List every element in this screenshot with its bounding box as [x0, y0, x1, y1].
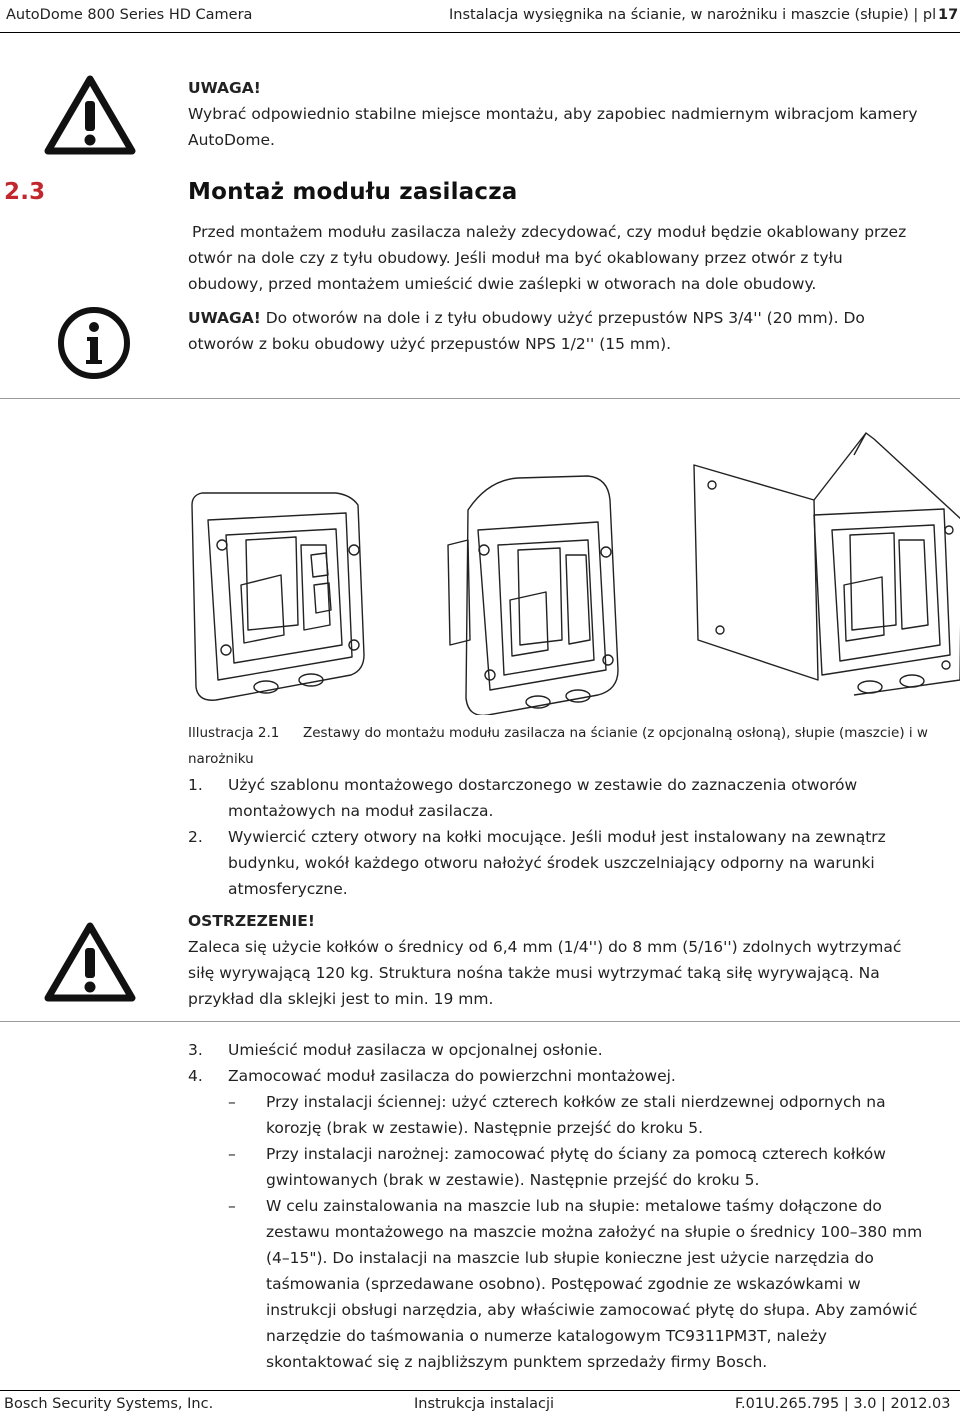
info-icon [56, 305, 132, 381]
pole-mount-kit-drawing [448, 476, 618, 715]
notice-label: UWAGA! [188, 79, 261, 97]
warning-triangle-icon [44, 922, 136, 1002]
header-section: Instalacja wysięgnika na ścianie, w narożniku i maszcie (słupie) | pl [449, 7, 937, 23]
step-number: 4. [188, 1067, 203, 1085]
header-product: AutoDome 800 Series HD Camera [6, 7, 253, 23]
step-text: Umieścić moduł zasilacza w opcjonalnej osłonie. [228, 1041, 603, 1059]
corner-mount-kit-drawing [694, 433, 960, 695]
info-note-label: UWAGA! [188, 309, 261, 327]
sub-item-text: taśmowania (sprzedawane osobno). Postępować zgodnie ze wskazówkami w [266, 1275, 861, 1293]
figure-caption-line-2: narożniku [188, 751, 254, 767]
info-note-line-1 [188, 305, 865, 331]
warning-line-2: siłę wyrywającą 120 kg. Struktura nośna także musi wytrzymać taką siłę wyrywającą. Na [188, 964, 880, 982]
warning-line-3: przykład dla sklejki jest to min. 19 mm. [188, 990, 494, 1008]
sub-item-dash: – [228, 1093, 236, 1111]
warning-triangle-icon [44, 75, 136, 155]
header-page-number: 17 [938, 7, 959, 23]
notice-text-line-2: AutoDome. [188, 131, 275, 149]
warning-line-1: Zaleca się użycie kołków o średnicy od 6,4 mm (1/4'') do 8 mm (5/16'') zdolnych wytrzymać [188, 938, 902, 956]
footer-company: Bosch Security Systems, Inc. [4, 1396, 214, 1412]
sub-item-text: W celu zainstalowania na maszcie lub na słupie: metalowe taśmy dołączone do [266, 1197, 882, 1215]
info-paragraph-line-1: Przed montażem modułu zasilacza należy zdecydować, czy moduł będzie okablowany przez [192, 223, 907, 241]
step-number: 3. [188, 1041, 203, 1059]
step-text: Użyć szablonu montażowego dostarczonego w zestawie do zaznaczenia otworów [228, 776, 858, 794]
section-title: Montaż modułu zasilacza [188, 179, 518, 205]
section-heading [4, 179, 45, 205]
notice-text-line-1: Wybrać odpowiednio stabilne miejsce montażu, aby zapobiec nadmiernym wibracjom kamery [188, 105, 918, 123]
step-text: montażowych na moduł zasilacza. [228, 802, 494, 820]
figure-caption-line-1: Zestawy do montażu modułu zasilacza na ścianie (z opcjonalną osłoną), słupie (maszcie) i w [303, 725, 928, 741]
sub-item-text: Przy instalacji narożnej: zamocować płytę do ściany za pomocą czterech kołków [266, 1145, 886, 1163]
sub-item-dash: – [228, 1197, 236, 1215]
step-text: Wywiercić cztery otwory na kołki mocujące. Jeśli moduł jest instalowany na zewnątrz [228, 828, 886, 846]
step-text: Zamocować moduł zasilacza do powierzchni montażowej. [228, 1067, 676, 1085]
mounting-kits-illustration [186, 425, 960, 715]
wall-mount-kit-drawing [192, 493, 364, 700]
sub-item-text: (4–15"). Do instalacji na maszcie lub słupie konieczne jest użycie narzędzia do [266, 1249, 874, 1267]
steps-list-a [0, 772, 960, 902]
info-note-line-2: otworów z boku obudowy użyć przepustów NPS 1/2'' (15 mm). [188, 335, 672, 353]
sub-item-text: skontaktować się z najbliższym punktem sprzedaży firmy Bosch. [266, 1353, 768, 1371]
info-paragraph-line-2: otwór na dole czy z tyłu obudowy. Jeśli moduł ma być okablowany przez otwór z tyłu [188, 249, 843, 267]
section-number: 2.3 [4, 179, 46, 205]
footer-code: F.01U.265.795 | 3.0 | 2012.03 [735, 1396, 951, 1412]
warning-label: OSTRZEZENIE! [188, 912, 315, 930]
sub-item-text: gwintowanych (brak w zestawie). Następnie przejść do kroku 5. [266, 1171, 760, 1189]
sub-item-text: narzędzie do taśmowania o numerze katalogowym TC9311PM3T, należy [266, 1327, 827, 1345]
footer-rule [0, 1390, 960, 1391]
sub-item-text: zestawu montażowego na maszcie można założyć na słupie o średnicy 100–380 mm [266, 1223, 923, 1241]
step-text: atmosferyczne. [228, 880, 348, 898]
info-note-text: Do otworów na dole i z tyłu obudowy użyć przepustów NPS 3/4'' (20 mm). Do [260, 309, 865, 327]
step-text: budynku, wokół każdego otworu nałożyć środek uszczelniający odporny na warunki [228, 854, 875, 872]
info-paragraph-line-3: obudowy, przed montażem umieścić dwie zaślepki w otworach na dole obudowy. [188, 275, 817, 293]
sub-item-text: korozję (brak w zestawie). Następnie przejść do kroku 5. [266, 1119, 704, 1137]
header-rule [0, 32, 960, 33]
footer-document: Instrukcja instalacji [414, 1396, 555, 1412]
block-divider [0, 398, 960, 399]
sub-item-dash: – [228, 1145, 236, 1163]
sub-item-text: Przy instalacji ściennej: użyć czterech kołków ze stali nierdzewnej odpornych na [266, 1093, 886, 1111]
block-divider [0, 1021, 960, 1022]
figure-label: Illustracja 2.1 [188, 725, 280, 741]
step-number: 2. [188, 828, 203, 846]
steps-list-b [0, 1037, 960, 1377]
sub-item-text: instrukcji obsługi narzędzia, aby właściwie zamocować płytę do słupa. Aby zamówić [266, 1301, 918, 1319]
step-number: 1. [188, 776, 203, 794]
